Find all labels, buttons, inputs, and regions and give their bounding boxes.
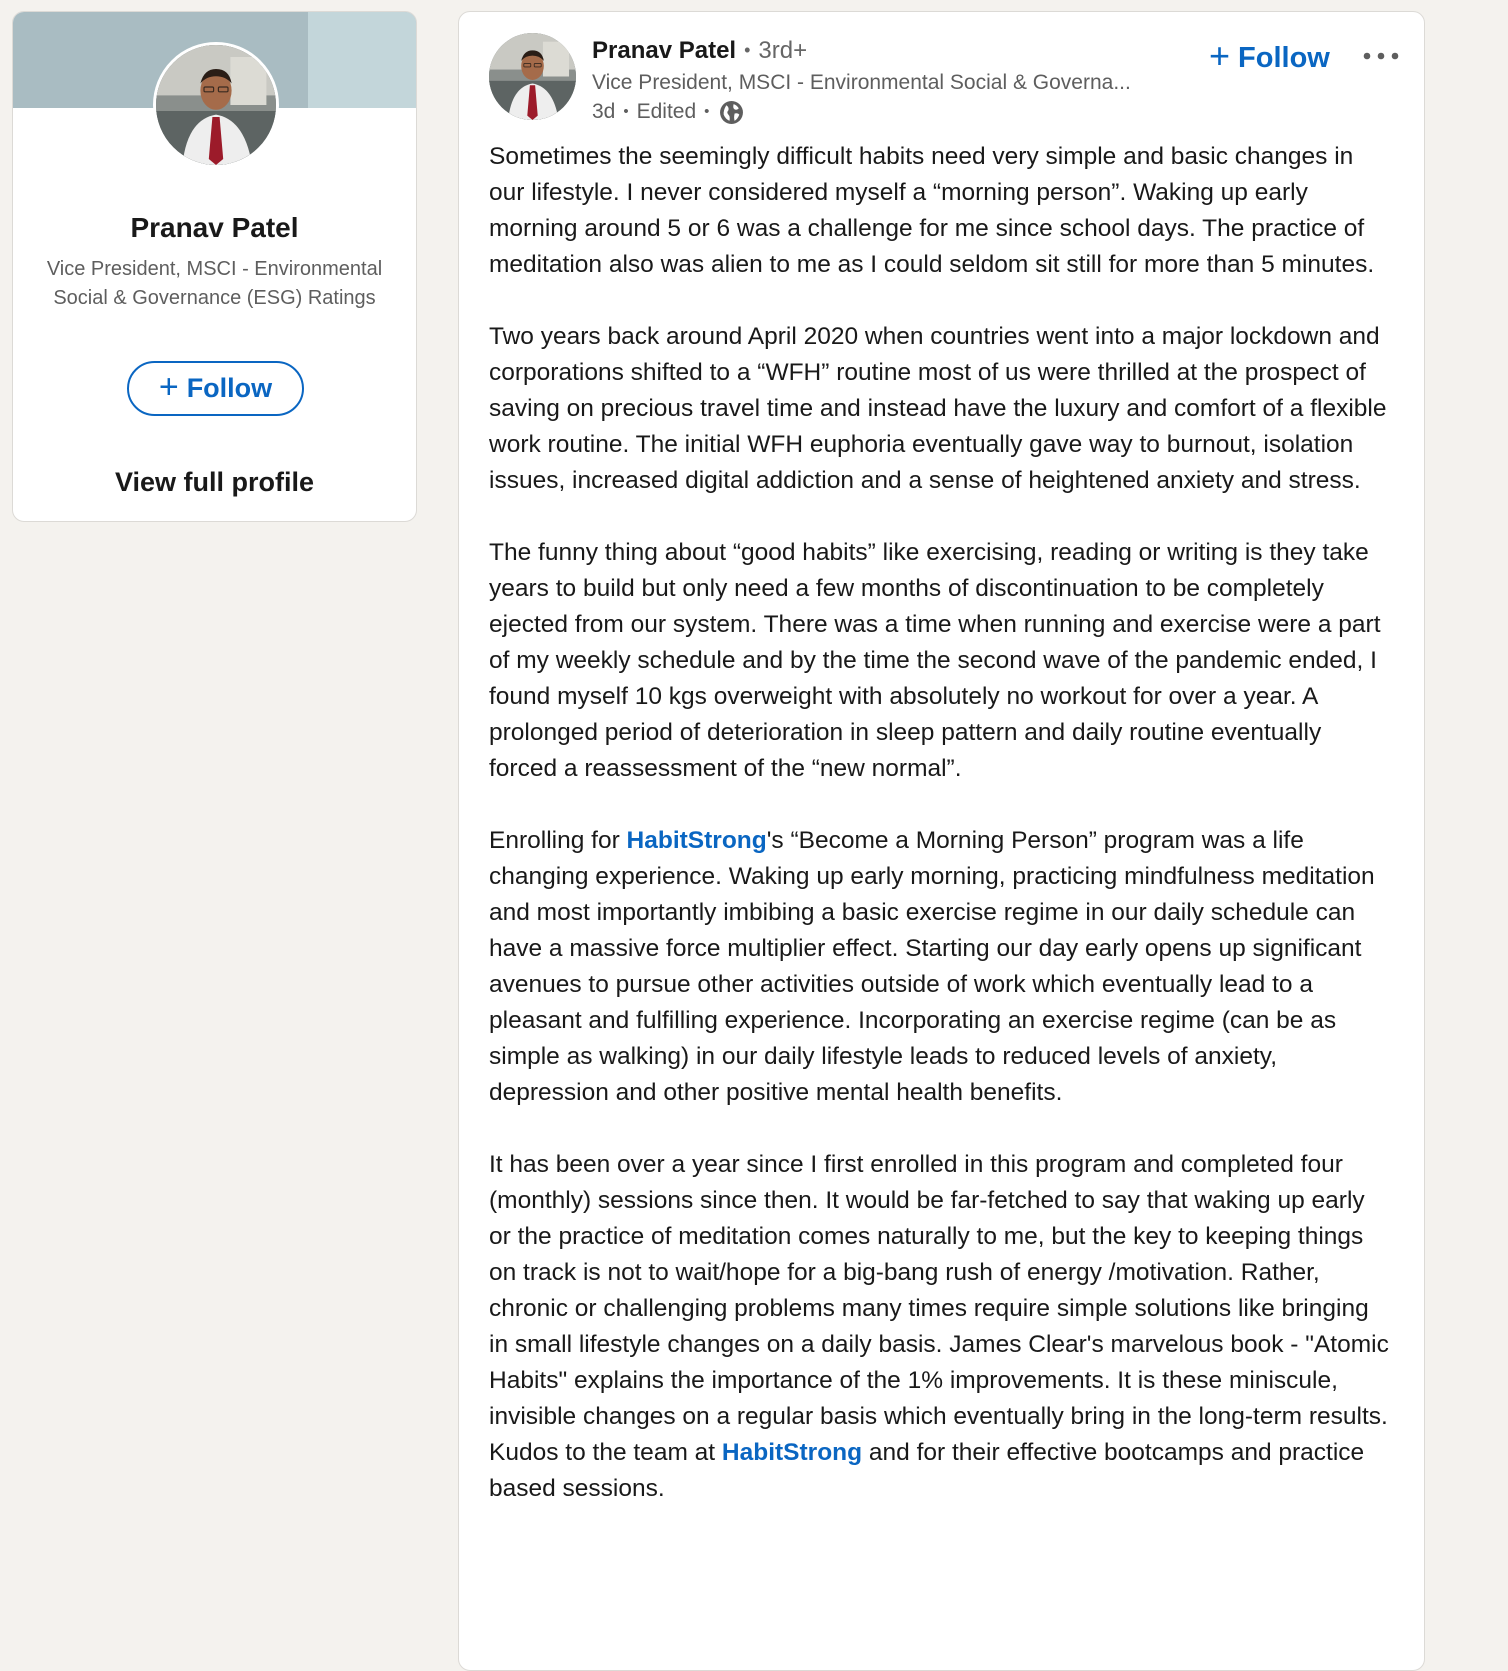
author-avatar[interactable]	[489, 33, 576, 120]
post-follow-button[interactable]	[1209, 35, 1330, 78]
habitstrong-mention-link[interactable]: HabitStrong	[626, 827, 767, 854]
author-name[interactable]: Pranav Patel	[592, 37, 737, 64]
post-time: 3d	[592, 100, 616, 123]
paragraph-text: Enrolling for	[489, 827, 627, 854]
person-photo-icon	[156, 45, 276, 165]
post-card	[458, 11, 1425, 1671]
post-body	[489, 139, 1389, 1543]
post-paragraph: Two years back around April 2020 when countries went into a major lockdown and corporations shifted to a “WFH” routine most of us were thrilled at the prospect of saving on precious travel time and instead have the luxury and comfort of a flexible work routine. The initial WFH euphoria eventually gave way to burnout, isolation issues, increased digital addiction and a sense of heightened anxiety and stress.	[489, 323, 1387, 494]
paragraph-text: It has been over a year since I first enrolled in this program and completed four (monthly) sessions since then. It would be far-fetched to say that waking up early or the practice of meditation comes naturally to me, but the key to keeping things on track is not to wait/hope for a big-bang rush of energy /motivation. Rather, chronic or challenging problems many times require simple solutions like bringing in small lifestyle changes on a daily basis. James Clear's marvelous book - "Atomic Habits" explains the importance of the 1% improvements. It is these miniscule, invisible changes on a regular basis which eventually bring in the long-term results. Kudos to the team at	[489, 1151, 1389, 1466]
profile-follow-button[interactable]	[127, 361, 304, 416]
view-full-profile-link[interactable]: View full profile	[114, 467, 315, 497]
paragraph-text: 's “Become a Morning Person” program was a life changing experience. Waking up early morning, practicing mindfulness meditation and most importantly imbibing a basic exercise regime in our daily schedule can have a massive force multiplier effect. Starting our day early opens up significant avenues to pursue other activities outside of work which eventually lead to a pleasant and fulfilling experience. Incorporating an exercise regime (can be as simple as walking) in our daily lifestyle leads to reduced levels of anxiety, depression and other positive mental health benefits.	[489, 827, 1375, 1106]
post-paragraph	[489, 823, 1389, 1111]
meta-separator: •	[704, 103, 710, 120]
meta-separator: •	[623, 103, 629, 120]
plus-icon: +	[158, 367, 179, 406]
profile-name[interactable]: Pranav Patel	[130, 212, 299, 243]
post-paragraph	[489, 1147, 1389, 1507]
post-paragraph: The funny thing about “good habits” like exercising, reading or writing is they take years to build but only need a few months of discontinuation to be completely ejected from our system. There was a time when running and exercise were a part of my weekly schedule and by the time the second wave of the pandemic ended, I found myself 10 kgs overweight with absolutely no workout for over a year. A prolonged period of deterioration in sleep pattern and daily routine eventually forced a reassessment of the “new normal”.	[489, 539, 1381, 782]
follow-label: Follow	[1238, 41, 1330, 74]
follow-label: Follow	[186, 373, 273, 403]
connection-degree: 3rd+	[758, 37, 808, 64]
post-paragraph: Sometimes the seemingly difficult habits need very simple and basic changes in our lifestyle. I never considered myself a “morning person”. Waking up early morning around 5 or 6 was a challenge for me since school days. The practice of meditation also was alien to me as I could seldom sit still for more than 5 minutes.	[489, 143, 1375, 278]
author-headline: Vice President, MSCI - Environmental Social & Governa...	[592, 71, 1131, 94]
more-horizontal-icon	[1361, 42, 1401, 70]
profile-headline: Vice President, MSCI - Environmental Social & Governance (ESG) Ratings	[46, 258, 383, 309]
profile-card	[12, 11, 417, 522]
paragraph-text: and for their effective bootcamps and practice based sessions.	[489, 1439, 1365, 1502]
person-photo-icon	[489, 33, 576, 120]
author-line	[592, 35, 807, 68]
more-options-button[interactable]	[1361, 42, 1401, 70]
habitstrong-mention-link[interactable]: HabitStrong	[721, 1439, 863, 1466]
post-meta	[592, 98, 744, 126]
degree-separator: •	[744, 40, 751, 60]
globe-icon	[719, 100, 744, 125]
banner-stripe	[308, 12, 416, 108]
edited-label: Edited	[636, 100, 697, 123]
plus-icon: +	[1209, 35, 1231, 76]
profile-avatar[interactable]	[153, 42, 279, 168]
